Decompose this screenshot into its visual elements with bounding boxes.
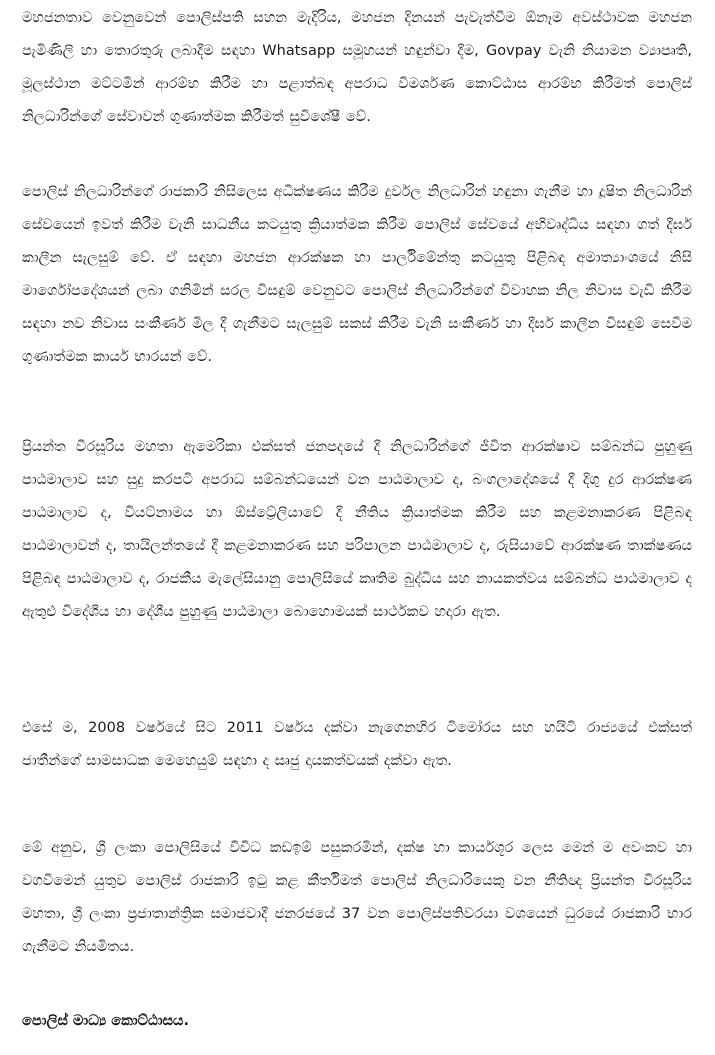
- paragraph-appointment: මේ අනුව, ශ්‍රී ලංකා පොලිසියේ විවිධ කඩඉම් පසුකරමින්, දක්ෂ හා කාර්යශූර ලෙස මෙන් ම අවංකව හා වගවීමෙන් යුතුව පොලිස් රාජකාරි ඉටු කළ කීර්තිමත් පොලිස් නිලධාරියෙකු වන නීතිඥ ප්‍රියන්ත වීරසූරිය මහතා, ශ්‍රී ලංකා ප්‍රජාතාන්ත්‍රික සමාජවාදී ජනරජයේ 37 වන පොලිස්පතිවරයා වශයෙන් ධුරයේ රාජකාරි භාර ගැනීමට නියමිතය.: [22, 840, 692, 955]
- paragraph-training: ප්‍රියන්ත වීරසූරිය මහතා ඇමෙරිකා එක්සත් ජනපදයේ දී නිලධාරින්ගේ ජීවිත ආරක්ෂාව සම්බන්ධ පුහුණු පාඨමාලාව සහ සුදු කරපටි අපරාධ සම්බන්ධයෙන් වන පාඨමාලාව ද, බංගලාදේශයේ දී දිගු දුර ආරක්ෂණ පාඨමාලාව ද, වියට්නාමය හා ඕස්ට්‍රේලියාවේ දී නීතිය ක්‍රියාත්මක කිරීම සහ කළමනාකරණ පිළිබඳ පාඨමාලාවන් ද, තායිලන්තයේ දී කළමනාකරණ සහ පරිපාලන පාඨමාලාව ද, රුසියාවේ ආරක්ෂණ තාක්ෂණය පිළිබඳ පාඨමාලාව ද, රාජකීය මැලේසියානු පොලිසියේ කෘතිම බුද්ධිය සහ නායකත්වය සම්බන්ධ පාඨමාලාව ද ඇතුළු විදේශීය හා දේශීය පුහුණු පාඨමාලා බොහොමයක් සාර්ථකව හදාරා ඇත.: [22, 439, 692, 620]
- paragraph-peacekeeping: එසේ ම, 2008 වර්ෂයේ සිට 2011 වර්ෂය දක්වා නැගෙනහිර ටිමෝරය සහ හයිටි රාජ්‍යයේ එක්සත් ජාතීන්ගේ සාමසාධක මෙහෙයුම් සඳහා ද සෘජු දායකත්වයක් දක්වා ඇත.: [22, 720, 692, 769]
- paragraph-services: මහජනතාව වෙනුවෙන් පොලිස්පති සහන මැදිරිය, මහජන දිනයන් පැවැත්වීම ඕනෑම අවස්ථාවක මහජන පැමිණිලි හා තොරතුරු ලබාදීම සඳහා Whatsapp සමූහයන් හඳුන්වා දීම, Govpay වැනි නියාමන ව්‍යාපෘති, මූලස්ථාන මට්ටමින් ආරම්භ කිරීම හා පළාත්බඳ අපරාධ විමර්ශණ කොට්ඨාස ආරම්භ කිරීමත් පොලිස් නිලධාරින්ගේ සේවාවන් ගුණාත්මක කිරීමත් සුවිශේෂී වේ.: [22, 10, 692, 125]
- signature-police-media-division: පොලිස් මාධ්‍ය කොට්ඨාසය.: [22, 1013, 189, 1029]
- paragraph-supervision: පොලිස් නිලධාරින්ගේ රාජකාරි නිසිලෙස අධීක්ෂණය කිරීම දුර්වල නිලධාරින් හඳුනා ගැනීම හා දූෂිත නිලධාරින් සේවයෙන් ඉවත් කිරීම වැනි සාධනීය කටයුතු ක්‍රියාත්මක කිරීම පොලිස් සේවයේ අභිවෘද්ධිය සඳහා ගත් දීර්ඝ කාලීන සැලසුම් වේ. ඒ සඳහා මහජන ආරක්ෂක හා පාර්ලිමේන්තු කටයුතු පිළිබඳ අමාත්‍යාංශයේ නිසි මාර්ගෝපදේශයන් ලබා ගනිමින් සරල විසඳුම් වෙනුවට පොලිස් නිලධාරින්ගේ විවාහක නිල නිවාස වැඩි කිරීම සඳහා නව නිවාස සංකීර්ණ මිල දී ගැනීමට සැලසුම් සකස් කිරීම වැනි සංකීර්ණ හා දීර්ඝ කාලීන විසඳුම් සෙවීම ගුණාත්මක කාර්ය භාරයන් වේ.: [22, 184, 692, 365]
